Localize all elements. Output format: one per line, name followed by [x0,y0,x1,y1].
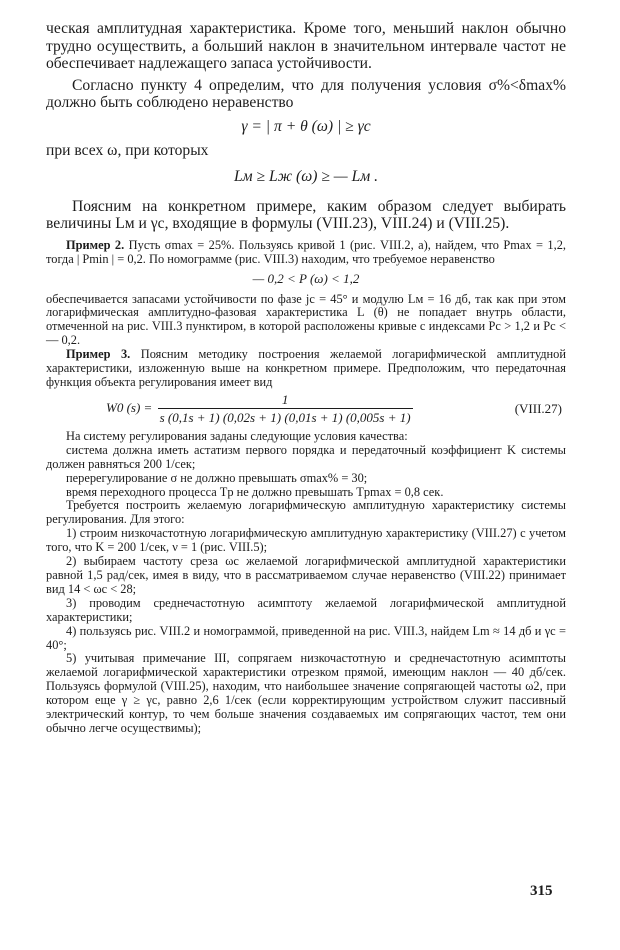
formula-gamma: γ = | π + θ (ω) | ≥ γc [241,117,371,135]
formula-lhs-text: W0 (s) = [106,399,153,415]
example-3 [46,348,566,390]
item-7: 3) проводим среднечастотную асимптоту желаемой логарифмической амплитудной характеристики; [46,595,566,624]
paragraph-5: обеспечивается запасами устойчивости по фазе jc = 45° и модулю Lм = 16 дб, так как при этом логарифмическая амплитудно-фазовая характеристика L (θ) не попадает внутрь области, отмеченной на рис. VIII.3 пунктиром, в которой расположены кривые с индексами Pc > 1,2 и Pc < — 0,2. [46,291,566,348]
item-4: Требуется построить желаемую логарифмическую амплитудную характеристику системы регулирования. Для этого: [46,498,566,527]
paragraph-2: Согласно пункту 4 определим, что для получения условия σ%<δmax% должно быть соблюдено неравенство [46,76,566,112]
item-1: система должна иметь астатизм первого порядка и передаточный коэффициент K системы должен равняться 200 1/сек; [46,442,566,471]
fraction [160,392,411,426]
item-3: время переходного процесса Tp не должно превышать Tpmax = 0,8 сек. [66,484,444,499]
formula-p-range: — 0,2 < P (ω) < 1,2 [252,270,360,286]
paragraph-4: Поясним на конкретном примере, каким образом следует выбирать величины Lм и γc, входящие в формулы (VIII.23), VIII.24) и (VIII.25). [46,197,566,233]
page-body [46,20,566,736]
example-2-text: Пусть σmax = 25%. Пользуясь кривой 1 (рис. VIII.2, а), найдем, что Pmax = 1,2, тогда | Pmin | = 0,2. По номограмме (рис. VIII.3) находим, что требуемое неравенство [46,237,566,266]
item-8: 4) пользуясь рис. VIII.2 и номограммой, приведенной на рис. VIII.3, найдем Lm ≈ 14 дб и γc = 40°; [46,623,566,652]
paragraph-1: ческая амплитудная характеристика. Кроме того, меньший наклон обычно трудно осуществить, а больший наклон в значительном интервале частот не обеспечивает надлежащего запаса устойчивости. [46,20,566,73]
item-0: На систему регулирования заданы следующие условия качества: [66,428,408,443]
item-2: перерегулирование σ не должно превышать σmax% = 30; [66,470,368,485]
example-2-label: Пример 2. [66,237,125,252]
formula-l-range: Lм ≥ Lж (ω) ≥ — Lм . [234,167,378,185]
example-3-text: Поясним методику построения желаемой логарифмической амплитудной характеристики, изложенную выше на конкретном примере. Предположим, что передаточная функция объекта регулирования имеет вид [46,347,566,389]
page-number: 315 [530,883,553,899]
example-2 [46,239,566,267]
paragraph-3: при всех ω, при которых [46,141,209,159]
item-6: 2) выбираем частоту среза ωc желаемой логарифмической амплитудной характеристики равной 1,5 рад/сек, имея в виду, что в рассматриваемом случае неравенство (VIII.22) принимает вид 14 < ωc < 28; [46,554,566,596]
item-9: 5) учитывая примечание III, сопрягаем низкочастотную и среднечастотную асимптоты желаемой логарифмической характеристики отрезком прямой, имеющим наклон — 40 дб/сек. Пользуясь формулой (VIII.25), находим, что наибольшее значение сопрягающей частоты ω2, при котором еще γ ≥ γc, равно 2,6 1/сек (если корректирующим устройством служит пассивный электрический контур, то чем больше значения создаваемых им сопрягающих частот, тем они обычно легче осуществимы); [46,651,566,735]
formula-lhs [106,392,411,426]
formula-transfer-function [46,392,566,426]
item-5: 1) строим низкочастотную логарифмическую амплитудную характеристику (VIII.27) с учетом того, что K = 200 1/сек, ν = 1 (рис. VIII.5); [46,526,566,555]
fraction-denominator: s (0,1s + 1) (0,02s + 1) (0,01s + 1) (0,005s + 1) [159,409,411,425]
fraction-numerator: 1 [158,392,413,409]
example-3-label: Пример 3. [66,347,131,362]
equation-number: (VIII.27) [514,400,562,416]
